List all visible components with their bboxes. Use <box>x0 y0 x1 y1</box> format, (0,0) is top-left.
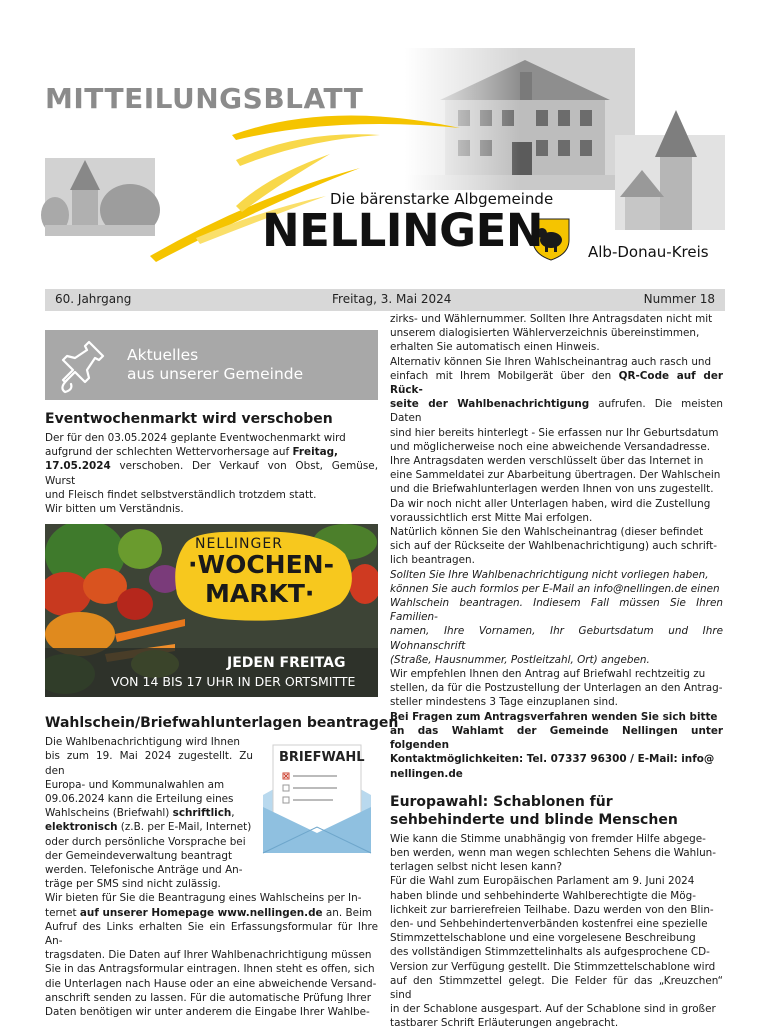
briefwahl-envelope-illustration <box>257 735 377 855</box>
europawahl-heading: Europawahl: Schablonen für sehbehinderte und blinde Menschen <box>390 793 678 828</box>
masthead <box>0 0 770 280</box>
text-line: eine Sammeldatei zur Abarbeitung übertragen. Der Wahlschein <box>390 469 721 482</box>
section-title-line2: aus unserer Gemeinde <box>127 365 304 383</box>
text-line: Alternativ können Sie Ihren Wahlscheinantrag auch rasch und <box>390 355 712 368</box>
text-line: seite der Wahlbenachrichtigung aufrufen. Die meisten Daten <box>390 398 724 425</box>
text-line: steller mindestens 3 Tage einzuplanen sind. <box>390 696 618 709</box>
district-name: Alb-Donau-Kreis <box>588 243 709 261</box>
text-line: der Gemeindeverwaltung beantragt <box>45 849 233 862</box>
text-line: voraussichtlich erst Mitte Mai erfolgen. <box>390 511 593 524</box>
poster-time: VON 14 BIS 17 UHR IN DER ORTSMITTE <box>111 674 356 690</box>
right-column <box>390 312 723 1031</box>
text-line: ternet auf unserer Homepage www.nellingen.de an. Beim <box>45 906 372 919</box>
text-line: Der für den 03.05.2024 geplante Eventwochenmarkt wird <box>45 432 346 444</box>
text-line: Europa- und Kommunalwahlen am <box>45 778 225 791</box>
text-line: haben blinde und sehbehinderte Wahlberechtigte die Mög- <box>390 889 696 902</box>
eventmarkt-body <box>45 431 378 516</box>
issue-number: Nummer 18 <box>643 292 715 306</box>
volume-label: 60. Jahrgang <box>55 292 132 306</box>
text-line: anschrift senden zu lassen. Für die automatische Prüfung Ihrer <box>45 991 371 1004</box>
section-title <box>127 346 303 384</box>
text-line: einfach mit Ihrem Mobilgerät über den QR-Code auf der Rück- <box>390 369 724 397</box>
europawahl-body <box>390 832 723 1031</box>
wahlschein-body-continued <box>390 312 723 781</box>
pushpin-icon <box>45 330 127 400</box>
issue-date: Freitag, 3. Mai 2024 <box>332 292 452 306</box>
text-line: zirks- und Wählernummer. Sollten Ihre Antragsdaten nicht mit <box>390 313 713 325</box>
wahlschein-body-intro <box>45 735 253 891</box>
text-line: Kontaktmöglichkeiten: Tel. 07337 96300 / E-Mail: info@ <box>390 753 715 766</box>
poster-day: JEDEN FREITAG <box>227 655 346 672</box>
text-line: lich beantragen. <box>390 554 475 567</box>
text-line: terlagen selbst nicht lesen kann? <box>390 861 562 874</box>
poster-supertitle: NELLINGER <box>195 536 283 553</box>
text-line: namen, Ihre Vornamen, Ihr Geburtsdatum und Ihre Wohnanschrift <box>390 625 723 652</box>
section-banner <box>45 330 378 400</box>
text-line: Wir empfehlen Ihnen den Antrag auf Briefwahl rechtzeitig zu <box>390 668 706 681</box>
text-line: werden. Telefonische Anträge und An- <box>45 864 243 877</box>
text-line: bis zum 19. Mai 2024 zugestellt. Zu den <box>45 750 253 777</box>
text-line: lichkeit zur barrierefreien Teilhabe. Dazu werden von den Blin- <box>390 903 714 916</box>
text-line: sich auf der Rückseite der Wahlbenachrichtigung) auch schrift- <box>390 540 718 553</box>
text-line: unserem dialogisierten Wählerverzeichnis übereinstimmen, <box>390 327 700 340</box>
text-line: aufgrund der schlechten Wettervorhersage auf Freitag, <box>45 446 338 459</box>
text-line: Für die Wahl zum Europäischen Parlament am 9. Juni 2024 <box>390 875 695 888</box>
wahlschein-body <box>45 891 378 1019</box>
text-line: Wir bieten für Sie die Beantragung eines Wahlscheins per In- <box>45 892 362 905</box>
eventmarkt-heading: Eventwochenmarkt wird verschoben <box>45 411 333 427</box>
text-line: die Unterlagen nach Hause oder an eine abweichende Versand- <box>45 977 377 990</box>
text-line: (Straße, Hausnummer, Postleitzahl, Ort) angeben. <box>390 653 650 666</box>
text-line: in der Schablone ausgespart. Auf der Schablone sind in großer <box>390 1003 716 1016</box>
text-line: Bei Fragen zum Antragsverfahren wenden Sie sich bitte <box>390 710 718 723</box>
issue-info-bar <box>45 289 725 311</box>
publication-title: MITTEILUNGSBLATT <box>45 82 364 115</box>
text-line: und die Briefwahlunterlagen werden Ihnen von uns zugestellt. <box>390 483 714 496</box>
text-line: Wahlschein beantragen. Indiesem Fall müssen Sie Ihren Familien- <box>390 597 723 624</box>
left-column <box>45 330 399 1019</box>
text-line: des vollständigen Stimmzettelinhalts als aufgesprochene CD- <box>390 946 710 959</box>
text-line: auf den Stimmzettel gelegt. Die Felder für das „Kreuzchen“ sind <box>390 974 723 1001</box>
text-line: und Fleisch findet selbstverständlich trotzdem statt. <box>45 488 317 501</box>
text-line: Version zur Verfügung gestellt. Die Stimmzettelschablone wird <box>390 960 716 973</box>
text-line: sind hier bereits hinterlegt - Sie erfassen nur Ihr Geburtsdatum <box>390 426 719 439</box>
text-line: an das Wahlamt der Gemeinde Nellingen unter folgenden <box>390 724 723 752</box>
text-line: 17.05.2024 verschoben. Der Verkauf von Obst, Gemüse, Wurst <box>45 460 378 487</box>
section-title-line1: Aktuelles <box>127 346 199 364</box>
text-line: Natürlich können Sie den Wahlscheinantrag (dieser befindet <box>390 526 704 539</box>
text-line: und möglicherweise noch eine abweichende Versandadresse. <box>390 440 711 453</box>
wahlschein-block <box>45 735 378 1019</box>
text-line: Daten benötigen wir unter anderem die Eingabe Ihrer Wahlbe- <box>45 1006 370 1019</box>
text-line: erhalten Sie automatisch einen Hinweis. <box>390 341 600 354</box>
text-line: tragsdaten. Die Daten auf Ihrer Wahlbenachrichtigung müssen <box>45 949 372 962</box>
text-line: elektronisch (z.B. per E-Mail, Internet) <box>45 821 252 834</box>
text-line: Sie in das Antragsformular eintragen. Ihnen steht es offen, sich <box>45 963 375 976</box>
town-hall-photo <box>405 48 635 190</box>
text-line: träge per SMS sind nicht zulässig. <box>45 878 221 891</box>
text-line: Wir bitten um Verständnis. <box>45 503 184 516</box>
church-photo <box>41 158 160 236</box>
text-line: Stimmzettelschablone und eine vorgelesene Beschreibung <box>390 932 696 945</box>
town-name: NELLINGEN <box>262 204 543 257</box>
text-line: den- und Sehbehindertenverbänden kostenfrei eine spezielle <box>390 917 708 930</box>
text-line: stellen, da für die Postzustellung der Unterlagen an den Antrag- <box>390 682 723 695</box>
briefwahl-label: BRIEFWAHL <box>279 750 365 766</box>
wahlschein-heading: Wahlschein/Briefwahlunterlagen beantragen <box>45 715 399 732</box>
tagline: Die bärenstarke Albgemeinde <box>330 190 554 208</box>
text-line: tastbarer Schrift Erläuterungen angebracht. <box>390 1017 619 1030</box>
text-line: Aufruf des Links erhalten Sie ein Erfassungsformular für Ihre An- <box>45 920 378 948</box>
wochenmarkt-poster <box>45 524 378 697</box>
text-line: können Sie auch formlos per E-Mail an info@nellingen.de einen <box>390 582 720 595</box>
text-line: Die Wahlbenachrichtigung wird Ihnen <box>45 736 240 749</box>
text-line: Ihre Antragsdaten werden verschlüsselt über das Internet in <box>390 455 704 468</box>
text-line: Wie kann die Stimme unabhängig von fremder Hilfe abgege- <box>390 832 706 845</box>
text-line: 09.06.2024 kann die Erteilung eines <box>45 793 234 806</box>
text-line: Sollten Sie Ihre Wahlbenachrichtigung nicht vorliegen haben, <box>390 568 709 581</box>
text-line: nellingen.de <box>390 767 463 780</box>
text-line: ben werden, wenn man wegen schlechten Sehens die Wahlun- <box>390 846 717 859</box>
text-line: Da wir noch nicht aller Unterlagen haben, wird die Zustellung <box>390 497 711 510</box>
poster-title-line2: MARKT· <box>205 579 315 609</box>
text-line: oder durch persönliche Vorsprache bei <box>45 835 246 848</box>
poster-title-line1: ·WOCHEN- <box>188 550 334 580</box>
text-line: Wahlscheins (Briefwahl) schriftlich, <box>45 807 235 820</box>
